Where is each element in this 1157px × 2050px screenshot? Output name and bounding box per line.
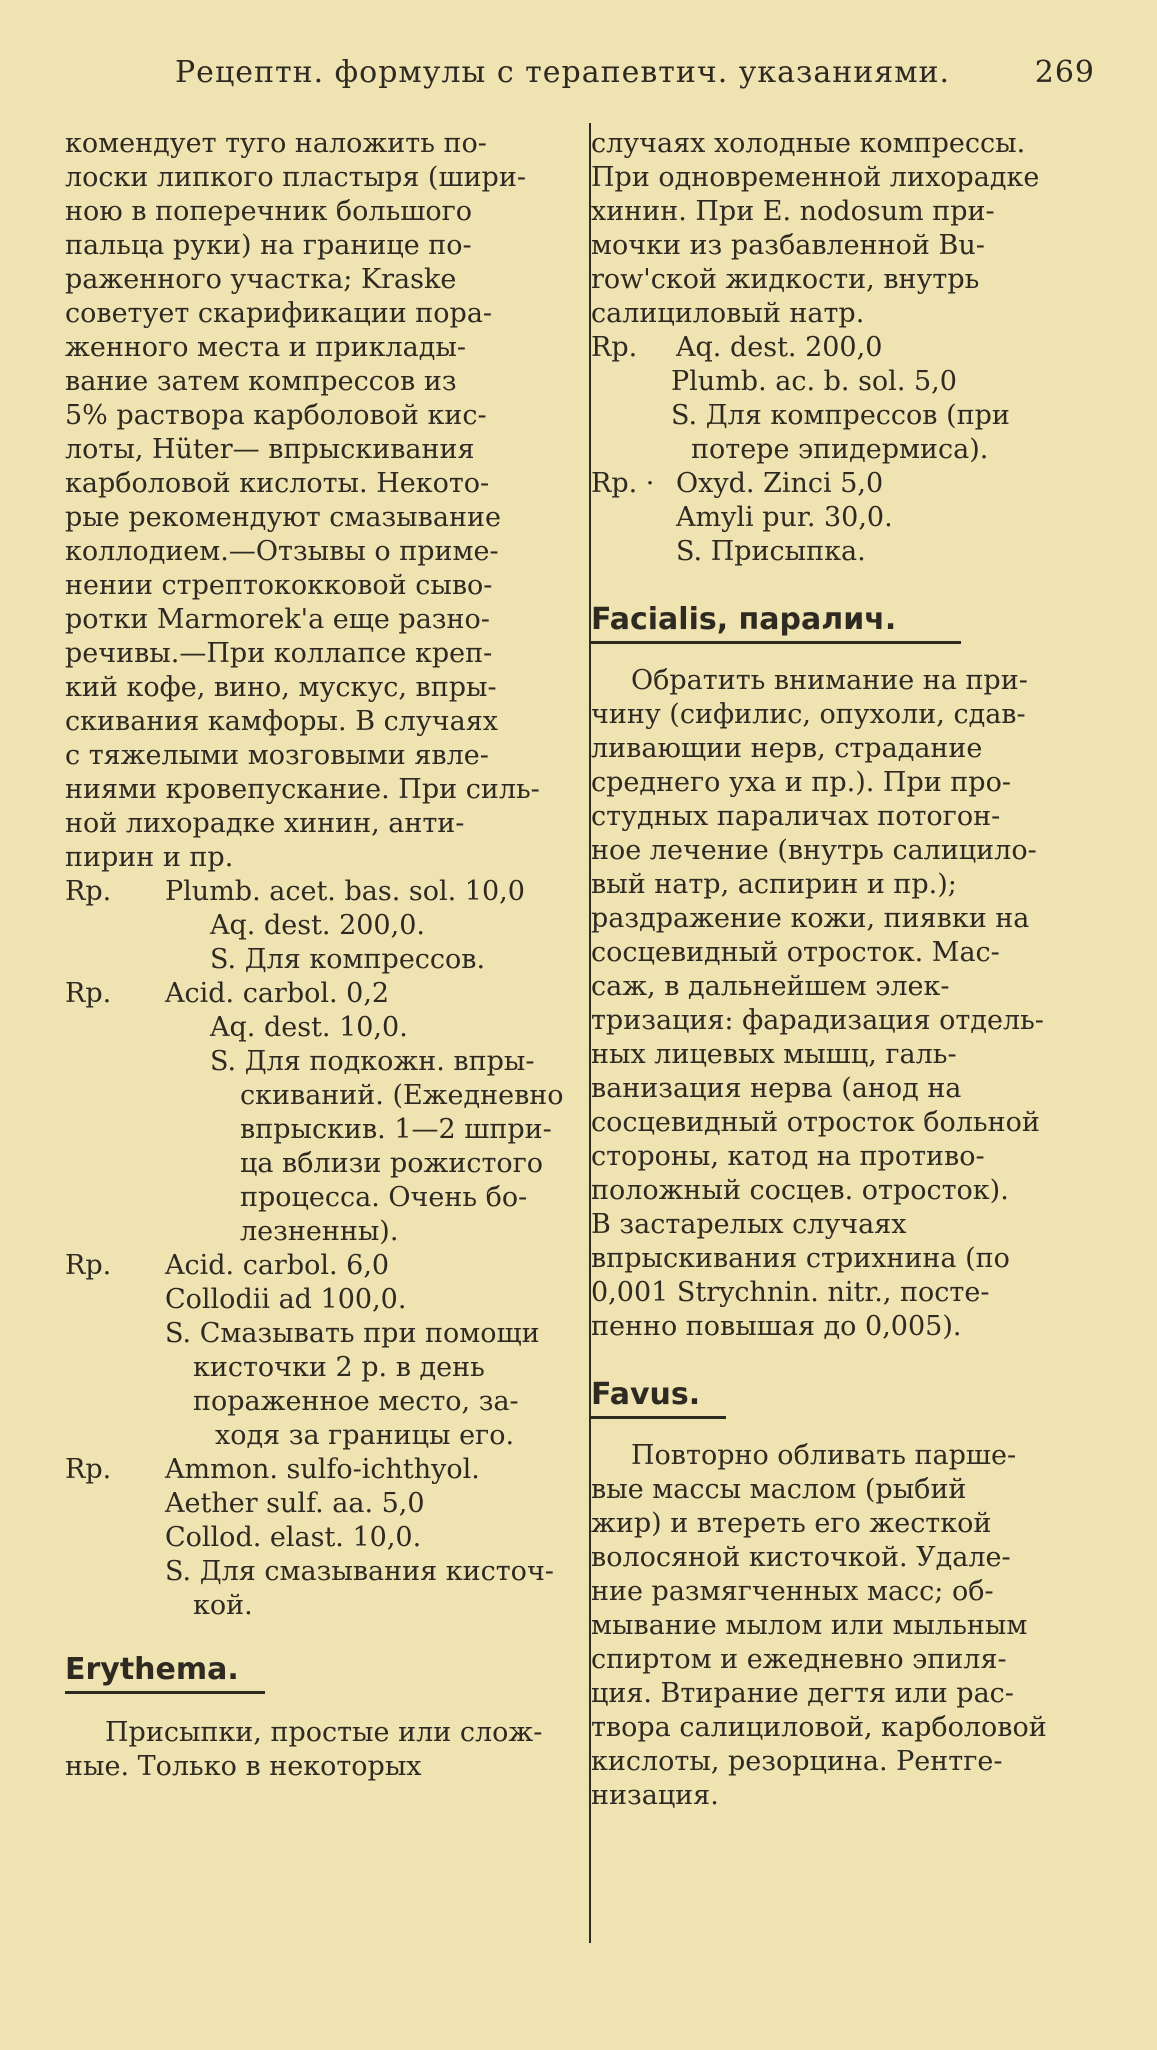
text-line: ное лечение (внутрь салицило-: [591, 835, 1037, 866]
text-line: нении стрептококковой сыво-: [65, 570, 493, 601]
running-header: [175, 55, 1095, 101]
text-line: ротки Marmorek'а еще разно-: [65, 604, 490, 635]
text-line: спиртом и ежедневно эпиля-: [591, 1644, 1007, 1675]
section-title-favus: Favus.: [591, 1378, 726, 1419]
text-line: саж, в дальнейшем элек-: [591, 971, 950, 1002]
right-column: [591, 127, 1101, 1813]
text-line: 0,001 Strychnin. nitr., посте-: [591, 1277, 990, 1308]
prescription-block: [591, 331, 1101, 467]
rx-signa: S. Для подкожн. впры-: [210, 1046, 535, 1077]
text-line: кий кофе, вино, мускус, впры-: [65, 672, 497, 703]
rp-label: Rp.: [65, 1454, 112, 1485]
prescription-block: [65, 977, 590, 1249]
text-line: вые массы маслом (рыбий: [591, 1474, 967, 1505]
text-line: сосцевидный отросток больной: [591, 1107, 1040, 1138]
rp-label: Rp.: [65, 1250, 112, 1281]
section-title-erythema: Erythema.: [65, 1653, 265, 1694]
text-line: сосцевидный отросток. Мас-: [591, 937, 1000, 968]
erythema-continued-paragraph: [591, 127, 1101, 331]
text-line: салициловый натр.: [591, 298, 865, 329]
rp-label: Rp.: [65, 876, 112, 907]
rx-signa: кисточки 2 р. в день: [193, 1352, 485, 1383]
prescription-block: [65, 875, 590, 977]
text-line: впрыскивания стрихнина (по: [591, 1243, 1010, 1274]
rx-signa: S. Для смазывания кисточ-: [165, 1556, 554, 1587]
text-line: жир) и втереть его жесткой: [591, 1508, 992, 1539]
text-line: ние размягченных масс; об-: [591, 1576, 994, 1607]
text-line: мывание мылом или мыльным: [591, 1610, 1028, 1641]
text-line: чину (сифилис, опухоли, сдав-: [591, 699, 1026, 730]
rx-signa: S. Для компрессов (при: [671, 400, 1010, 431]
rx-line: Acid. carbol. 6,0: [165, 1250, 390, 1281]
text-line: ной лихорадке хинин, анти-: [65, 808, 465, 839]
text-line: ливающии нерв, страдание: [591, 733, 983, 764]
erysipelas-continued-paragraph: [65, 127, 590, 875]
text-line: случаях холодные компрессы.: [591, 128, 1026, 159]
text-line: ные. Только в некоторых: [65, 1751, 422, 1782]
rx-line: Aq. dest. 200,0: [676, 332, 883, 363]
text-line: стороны, катод на противо-: [591, 1141, 985, 1172]
rx-signa: пораженное место, за-: [193, 1386, 519, 1417]
section-title-facialis: Facialis, паралич.: [591, 603, 961, 644]
text-line: комендует туго наложить по-: [65, 128, 487, 159]
rp-label: Rp.: [591, 332, 638, 363]
text-line: вание затем компрессов из: [65, 366, 457, 397]
text-line: 5% раствора карболовой кис-: [65, 400, 487, 431]
text-line: хинин. При E. nodosum при-: [591, 196, 995, 227]
rx-signa: лезненны).: [240, 1216, 399, 1247]
text-line: ниями кровепускание. При силь-: [65, 774, 540, 805]
text-line: скивания камфоры. В случаях: [65, 706, 498, 737]
text-line: ция. Втирание дегтя или рас-: [591, 1678, 1014, 1709]
rx-signa: S. Для компрессов.: [210, 944, 486, 975]
text-line: row'ской жидкости, внутрь: [591, 264, 980, 295]
rx-signa: потере эпидермиса).: [691, 434, 989, 465]
rx-line: Plumb. acet. bas. sol. 10,0: [165, 876, 525, 907]
rx-line: Aq. dest. 10,0.: [210, 1012, 408, 1043]
text-line: кислоты, резорцина. Рентге-: [591, 1746, 1003, 1777]
text-line: При одновременной лихорадке: [591, 162, 1040, 193]
text-line: ных лицевых мышц, галь-: [591, 1039, 957, 1070]
text-line: коллодием.—Отзывы о приме-: [65, 536, 499, 567]
text-line: Обратить внимание на при-: [631, 665, 1028, 696]
text-line: студных параличах потогон-: [591, 801, 1001, 832]
rx-signa: ходя за границы его.: [215, 1420, 515, 1451]
text-line: положный сосцев. отросток).: [591, 1175, 1009, 1206]
text-line: Повторно обливать парше-: [631, 1440, 1017, 1471]
text-line: лоски липкого пластыря (шири-: [65, 162, 526, 193]
left-column: [65, 127, 590, 1784]
text-line: пальца руки) на границе по-: [65, 230, 472, 261]
rx-signa: кой.: [193, 1590, 253, 1621]
rx-line: Aq. dest. 200,0.: [210, 910, 425, 941]
prescription-block: [65, 1453, 590, 1623]
text-line: твора салициловой, карболовой: [591, 1712, 1047, 1743]
text-line: мочки из разбавленной Bu-: [591, 230, 985, 261]
text-line: раженного участка; Kraske: [65, 264, 457, 295]
text-line: тризация: фарадизация отдель-: [591, 1005, 1044, 1036]
rx-line: Collodii ad 100,0.: [165, 1284, 407, 1315]
text-line: с тяжелыми мозговыми явле-: [65, 740, 489, 771]
text-line: лоты, Hüter— впрыскивания: [65, 434, 475, 465]
rx-signa: процесса. Очень бо-: [240, 1182, 528, 1213]
rx-line: Collod. elast. 10,0.: [165, 1522, 422, 1553]
text-line: женного места и приклады-: [65, 332, 466, 363]
text-line: пенно повышая до 0,005).: [591, 1311, 962, 1342]
rx-signa: впрыскив. 1—2 шпри-: [240, 1114, 552, 1145]
page-number: 269: [1034, 55, 1095, 90]
text-line: вый натр, аспирин и пр.);: [591, 869, 957, 900]
text-line: ванизация нерва (анод на: [591, 1073, 962, 1104]
rx-signa: скиваний. (Ежедневно: [240, 1080, 564, 1111]
text-line: низация.: [591, 1780, 719, 1811]
text-line: пирин и пр.: [65, 842, 234, 873]
text-line: рые рекомендуют смазывание: [65, 502, 501, 533]
text-line: ною в поперечник большого: [65, 196, 473, 227]
rx-line: Acid. carbol. 0,2: [165, 978, 390, 1009]
text-line: раздражение кожи, пиявки на: [591, 903, 1030, 934]
rx-signa: S. Присыпка.: [676, 536, 866, 567]
text-line: В застарелых случаях: [591, 1209, 907, 1240]
text-line: волосяной кисточкой. Удале-: [591, 1542, 1011, 1573]
rx-line: Ammon. sulfo-ichthyol.: [165, 1454, 480, 1485]
favus-paragraph: [591, 1439, 1101, 1813]
prescription-block: [591, 467, 1101, 569]
rx-line: Plumb. ac. b. sol. 5,0: [671, 366, 957, 397]
rx-line: Aether sulf. aa. 5,0: [165, 1488, 425, 1519]
rx-line: Oxyd. Zinci 5,0: [676, 468, 884, 499]
text-line: карболовой кислоты. Некото-: [65, 468, 490, 499]
rp-label: Rp.: [65, 978, 112, 1009]
text-line: среднего уха и пр.). При про-: [591, 767, 1011, 798]
rx-signa: S. Смазывать при помощи: [165, 1318, 540, 1349]
text-line: речивы.—При коллапсе креп-: [65, 638, 493, 669]
text-line: Присыпки, простые или слож-: [105, 1717, 543, 1748]
facialis-paragraph: [591, 664, 1101, 1344]
text-line: советует скарификации пора-: [65, 298, 493, 329]
rp-label: Rp. ·: [591, 468, 655, 499]
rx-signa: ца вблизи рожистого: [240, 1148, 544, 1179]
header-title: Рецептн. формулы с терапевтич. указаниями.: [175, 55, 951, 90]
rx-line: Amyli pur. 30,0.: [676, 502, 893, 533]
prescription-block: [65, 1249, 590, 1453]
